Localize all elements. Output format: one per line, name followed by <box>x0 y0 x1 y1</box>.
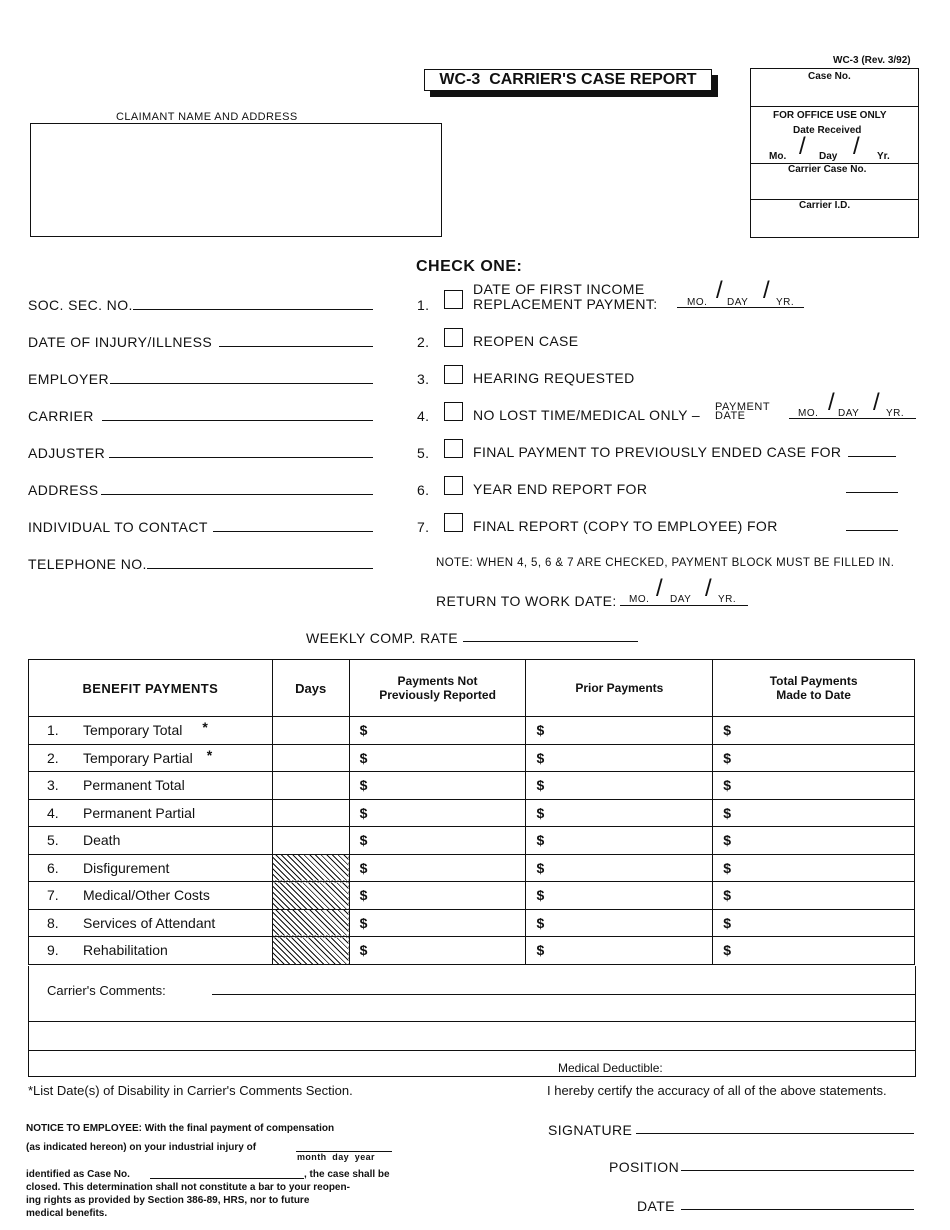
days-cell[interactable] <box>272 744 349 772</box>
carrier-field[interactable] <box>102 420 373 421</box>
office-use-box: Case No. FOR OFFICE USE ONLY Date Received Mo. / Day / Yr. Carrier Case No. Carrier I.D. <box>750 68 919 238</box>
weekly-comp-field[interactable] <box>463 641 638 642</box>
comments-label: Carrier's Comments: <box>47 983 166 998</box>
table-row: 4. Permanent Partial $ $ $ <box>29 799 915 827</box>
days-cell[interactable] <box>272 772 349 800</box>
check-one-heading: CHECK ONE: <box>416 258 523 275</box>
amount-cell[interactable]: $ <box>526 799 713 827</box>
carrier-case-no-label: Carrier Case No. <box>788 164 867 175</box>
option-6-field[interactable] <box>846 492 898 493</box>
days-cell-disabled <box>272 882 349 910</box>
date-received-label: Date Received <box>793 125 862 136</box>
amount-cell[interactable]: $ <box>526 772 713 800</box>
notice-line-4: closed. This determination shall not constitute a bar to your reopen- <box>26 1182 350 1193</box>
option-1-checkbox[interactable] <box>444 290 463 309</box>
days-cell[interactable] <box>272 717 349 745</box>
payment-note: NOTE: WHEN 4, 5, 6 & 7 ARE CHECKED, PAYMENT BLOCK MUST BE FILLED IN. <box>436 557 895 569</box>
ssn-label: SOC. SEC. NO. <box>28 297 133 313</box>
date-label: DATE <box>637 1198 675 1214</box>
table-row: 5. Death $ $ $ <box>29 827 915 855</box>
days-cell-disabled <box>272 854 349 882</box>
employer-field[interactable] <box>110 383 373 384</box>
telephone-label: TELEPHONE NO. <box>28 556 147 572</box>
footnote: *List Date(s) of Disability in Carrier's Comments Section. <box>28 1083 353 1098</box>
notice-line-1: NOTICE TO EMPLOYEE: With the final payment of compensation <box>26 1123 335 1134</box>
amount-cell[interactable]: $ <box>526 937 713 965</box>
days-cell[interactable] <box>272 799 349 827</box>
contact-label: INDIVIDUAL TO CONTACT <box>28 519 208 535</box>
amount-cell[interactable]: $ <box>349 744 526 772</box>
claimant-name-address-field[interactable] <box>30 123 442 237</box>
carrier-id-label: Carrier I.D. <box>799 200 851 211</box>
days-cell-disabled <box>272 909 349 937</box>
notice-line-5: ing rights as provided by Section 386-89, HRS, nor to future <box>26 1195 310 1206</box>
form-title: WC-3 CARRIER'S CASE REPORT <box>439 71 697 88</box>
weekly-comp-label: WEEKLY COMP. RATE <box>306 630 459 646</box>
amount-cell[interactable]: $ <box>349 799 526 827</box>
amount-cell[interactable]: $ <box>713 717 915 745</box>
amount-cell[interactable]: $ <box>349 909 526 937</box>
injury-date-label: DATE OF INJURY/ILLNESS <box>28 334 213 350</box>
amount-cell[interactable]: $ <box>713 772 915 800</box>
carrier-label: CARRIER <box>28 408 94 424</box>
amount-cell[interactable]: $ <box>349 827 526 855</box>
table-row: 9. Rehabilitation $ $ $ <box>29 937 915 965</box>
amount-cell[interactable]: $ <box>526 744 713 772</box>
option-3-checkbox[interactable] <box>444 365 463 384</box>
claimant-label: CLAIMANT NAME AND ADDRESS <box>116 111 298 123</box>
amount-cell[interactable]: $ <box>713 882 915 910</box>
position-label: POSITION <box>609 1159 680 1175</box>
header-benefit-payments: BENEFIT PAYMENTS <box>29 660 273 717</box>
address-label: ADDRESS <box>28 482 99 498</box>
amount-cell[interactable]: $ <box>526 882 713 910</box>
amount-cell[interactable]: $ <box>526 717 713 745</box>
header-days: Days <box>272 660 349 717</box>
notice-line-3: identified as Case No. <box>26 1169 130 1180</box>
header-total-payments: Total Payments Made to Date <box>713 660 915 717</box>
benefit-payments-table <box>28 659 915 965</box>
date-field[interactable] <box>681 1209 914 1210</box>
amount-cell[interactable]: $ <box>526 909 713 937</box>
adjuster-field[interactable] <box>109 457 373 458</box>
form-revision: WC-3 (Rev. 3/92) <box>833 55 911 66</box>
return-to-work-label: RETURN TO WORK DATE: <box>436 593 617 609</box>
table-row: 8. Services of Attendant $ $ $ <box>29 909 915 937</box>
contact-field[interactable] <box>213 531 373 532</box>
table-row: 2. Temporary Partial * $ $ $ <box>29 744 915 772</box>
signature-label: SIGNATURE <box>548 1122 633 1138</box>
case-no-notice-field[interactable] <box>150 1178 304 1179</box>
return-to-work-field[interactable] <box>620 605 748 606</box>
amount-cell[interactable]: $ <box>526 854 713 882</box>
option-6-checkbox[interactable] <box>444 476 463 495</box>
option-2-checkbox[interactable] <box>444 328 463 347</box>
amount-cell[interactable]: $ <box>526 827 713 855</box>
option-7-checkbox[interactable] <box>444 513 463 532</box>
amount-cell[interactable]: $ <box>349 882 526 910</box>
telephone-field[interactable] <box>147 568 373 569</box>
option-5-checkbox[interactable] <box>444 439 463 458</box>
amount-cell[interactable]: $ <box>349 772 526 800</box>
position-field[interactable] <box>681 1170 914 1171</box>
table-row: 6. Disfigurement $ $ $ <box>29 854 915 882</box>
amount-cell[interactable]: $ <box>713 909 915 937</box>
signature-field[interactable] <box>636 1133 914 1134</box>
ssn-field[interactable] <box>133 309 373 310</box>
amount-cell[interactable]: $ <box>713 937 915 965</box>
amount-cell[interactable]: $ <box>349 854 526 882</box>
injury-date-field[interactable] <box>219 346 373 347</box>
days-cell[interactable] <box>272 827 349 855</box>
notice-line-2: (as indicated hereon) on your industrial injury of <box>26 1142 257 1153</box>
employer-label: EMPLOYER <box>28 371 109 387</box>
header-payments-not-reported: Payments Not Previously Reported <box>349 660 526 717</box>
adjuster-label: ADJUSTER <box>28 445 106 461</box>
comments-area[interactable] <box>28 966 916 1077</box>
case-no-label: Case No. <box>808 71 851 82</box>
medical-deductible-label: Medical Deductible: <box>558 1061 663 1075</box>
option-4-checkbox[interactable] <box>444 402 463 421</box>
amount-cell[interactable]: $ <box>713 854 915 882</box>
header-prior-payments: Prior Payments <box>526 660 713 717</box>
amount-cell[interactable]: $ <box>713 799 915 827</box>
address-field[interactable] <box>101 494 373 495</box>
option-5-field[interactable] <box>848 456 896 457</box>
certify-statement: I hereby certify the accuracy of all of the above statements. <box>547 1083 887 1098</box>
notice-line-6: medical benefits. <box>26 1208 108 1219</box>
amount-cell[interactable]: $ <box>713 827 915 855</box>
table-row: 3. Permanent Total $ $ $ <box>29 772 915 800</box>
amount-cell[interactable]: $ <box>713 744 915 772</box>
amount-cell[interactable]: $ <box>349 937 526 965</box>
office-use-label: FOR OFFICE USE ONLY <box>773 110 887 121</box>
form-title-box <box>424 69 712 91</box>
amount-cell[interactable]: $ <box>349 717 526 745</box>
table-header-row <box>29 660 915 717</box>
days-cell-disabled <box>272 937 349 965</box>
table-row: 1. Temporary Total * $ $ $ <box>29 717 915 745</box>
option-7-field[interactable] <box>846 530 898 531</box>
table-row: 7. Medical/Other Costs $ $ $ <box>29 882 915 910</box>
